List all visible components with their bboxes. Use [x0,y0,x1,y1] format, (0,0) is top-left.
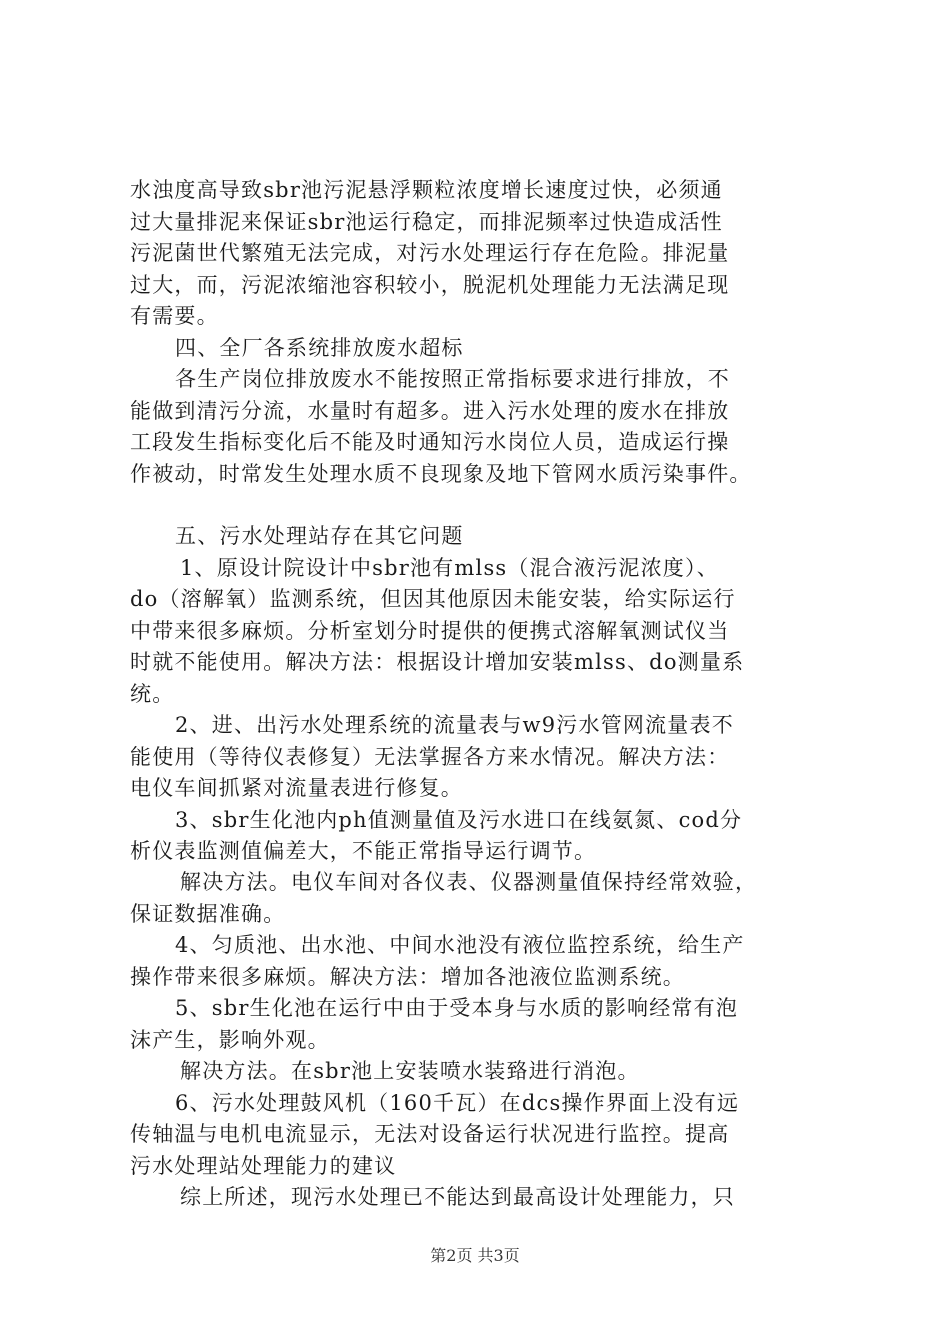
text-line: 沫产生，影响外观。 [130,1028,330,1052]
text-line: 工段发生指标变化后不能及时通知污水岗位人员，造成运行操 [130,430,730,454]
text-line: 6、污水处理鼓风机（160千瓦）在dcs操作界面上没有远 [175,1091,740,1115]
text-line: 有需要。 [130,304,219,328]
text-line: 电仪车间抓紧对流量表进行修复。 [130,776,463,800]
text-line: 综上所述，现污水处理已不能达到最高设计处理能力，只 [180,1185,735,1209]
text-line: 过大量排泥来保证sbr池运行稳定，而排泥频率过快造成活性 [130,210,723,234]
text-line: 能使用（等待仪表修复）无法掌握各方来水情况。解决方法： [130,745,730,769]
page-number-footer: 第2页 共3页 [430,1246,520,1265]
text-line: 2、进、出污水处理系统的流量表与w9污水管网流量表不 [175,713,734,737]
text-line: 中带来很多麻烦。分析室划分时提供的便携式溶解氧测试仪当 [130,619,730,643]
text-line: 4、匀质池、出水池、中间水池没有液位监控系统，给生产 [175,933,745,957]
text-line: 1、原设计院设计中sbr池有mlss（混合液污泥浓度）、 [180,556,719,580]
text-line: 析仪表监测值偏差大，不能正常指导运行调节。 [130,839,597,863]
text-line: 3、sbr生化池内ph值测量值及污水进口在线氨氮、cod分 [175,808,743,832]
text-line: 时就不能使用。解决方法：根据设计增加安装mlss、do测量系 [130,650,745,674]
text-line: 传轴温与电机电流显示，无法对设备运行状况进行监控。提高 [130,1122,730,1146]
text-line: 污泥菌世代繁殖无法完成，对污水处理运行存在危险。排泥量 [130,241,730,265]
section-heading: 五、污水处理站存在其它问题 [175,524,464,548]
text-line: 污水处理站处理能力的建议 [130,1154,397,1178]
text-line: 操作带来很多麻烦。解决方法：增加各池液位监测系统。 [130,965,685,989]
text-line: 水浊度高导致sbr池污泥悬浮颗粒浓度增长速度过快，必须通 [130,178,723,202]
text-line: 解决方法。电仪车间对各仪表、仪器测量值保持经常效验， [180,870,758,894]
text-line: 解决方法。在sbr池上安装喷水装臵进行消泡。 [180,1059,640,1083]
text-line: 统。 [130,682,175,706]
text-line: 各生产岗位排放废水不能按照正常指标要求进行排放，不 [175,367,730,391]
text-line: 5、sbr生化池在运行中由于受本身与水质的影响经常有泡 [175,996,739,1020]
text-line: do（溶解氧）监测系统，但因其他原因未能安装，给实际运行 [130,587,736,611]
text-line: 作被动，时常发生处理水质不良现象及地下管网水质污染事件。 [130,462,752,486]
text-line: 能做到清污分流，水量时有超多。进入污水处理的废水在排放 [130,399,730,423]
text-line: 过大，而，污泥浓缩池容积较小，脱泥机处理能力无法满足现 [130,273,730,297]
text-line: 保证数据准确。 [130,902,286,926]
section-heading: 四、全厂各系统排放废水超标 [175,336,464,360]
